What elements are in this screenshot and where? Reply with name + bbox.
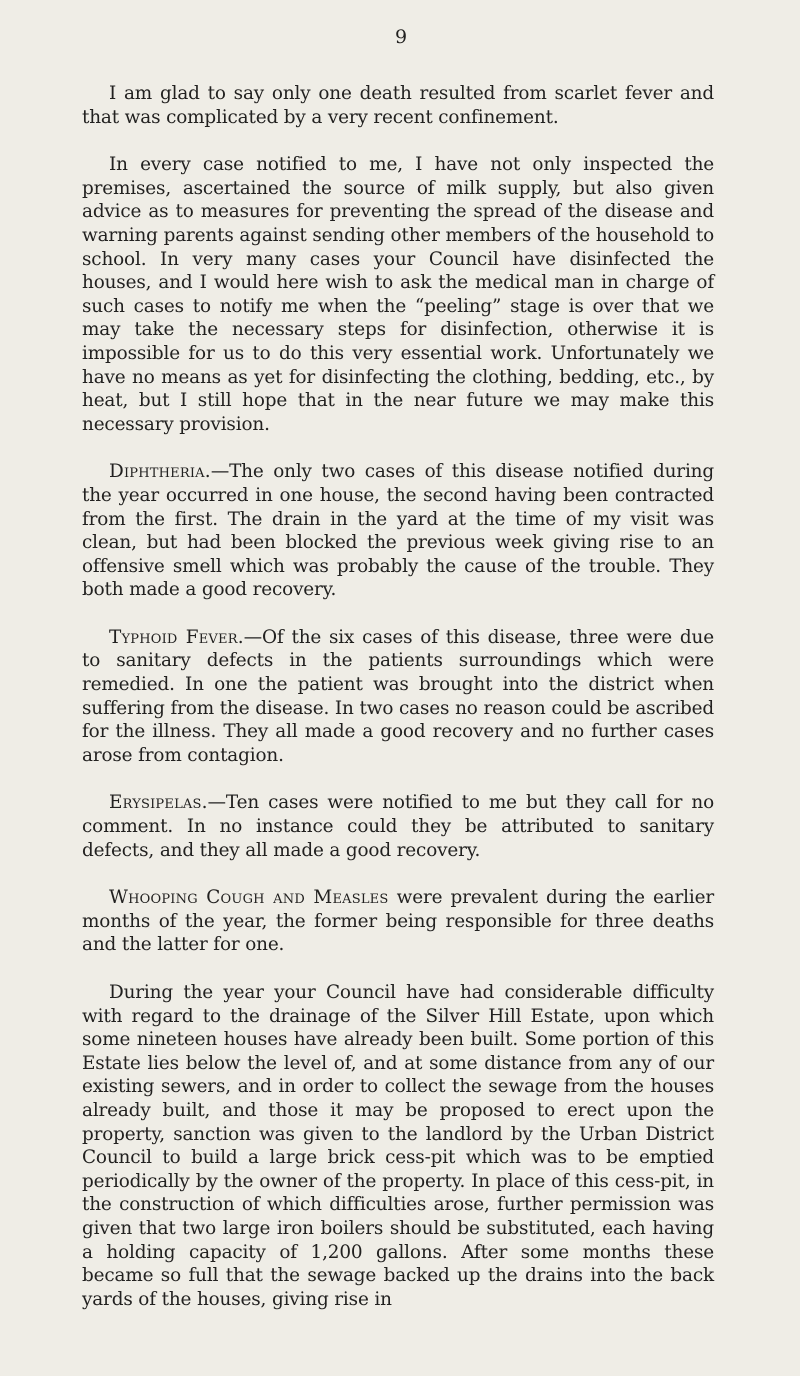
paragraph-notified-cases	[82, 153, 714, 436]
paragraph-text: —The only two cases of this disease notified during the year occurred in one house, the second having been contracted from the first. The drain in the yard at the time of my visit was clean, but had been blocked the previous week giving rise to an offensive smell which was probably the cause of the trouble. They both made a good recovery.	[82, 461, 714, 601]
paragraph-whooping-cough-measles	[82, 886, 714, 957]
section-heading: Erysipelas.	[109, 792, 208, 814]
paragraph-text: —Ten cases were notified to me but they call for no comment. In no instance could they be attributed to sanitary defects, and they all made a good recovery.	[82, 792, 714, 861]
section-heading: Whooping Cough and Measles	[109, 887, 389, 909]
paragraph-text: During the year your Council have had considerable difficulty with regard to the drainage of the Silver Hill Estate, upon which some nineteen houses have already been built. Some portion of this Estate lies below the level of, and at some distance from any of our existing sewers, and in order to collect the sewage from the houses already built, and those it may be proposed to erect upon the property, sanction was given to the landlord by the Urban District Council to build a large brick cess-pit which was to be emptied periodically by the owner of the property. In place of this cess-pit, in the construction of which difficulties arose, further permission was given that two large iron boilers should be substituted, each having a holding capacity of 1,200 gallons. After some months these became so full that the sewage backed up the drains into the back yards of the houses, giving rise in	[82, 982, 714, 1310]
paragraph-text: In every case notified to me, I have not only inspected the premises, ascertained the source of milk supply, but also given advice as to measures for preventing the spread of the disease and warning parents against sending other members of the household to school. In very many cases your Council have disinfected the houses, and I would here wish to ask the medical man in charge of such cases to notify me when the “peeling” stage is over that we may take the necessary steps for disinfection, otherwise it is impossible for us to do this very essential work. Unfortunately we have no means as yet for disinfecting the clothing, bedding, etc., by heat, but I still hope that in the near future we may make this necessary provision.	[82, 154, 714, 435]
paragraph-typhoid-fever	[82, 626, 714, 768]
paragraph-text: were prevalent during the earlier months of the year, the former being responsible for three deaths and the latter for one.	[82, 887, 714, 956]
section-heading: Diphtheria.	[109, 461, 211, 483]
paragraph-diphtheria	[82, 460, 714, 602]
paragraph-scarlet-fever-death	[82, 82, 714, 129]
paragraph-silver-hill-drainage	[82, 981, 714, 1311]
paragraph-text: I am glad to say only one death resulted from scarlet fever and that was complicated by a very recent confinement.	[82, 83, 714, 128]
section-heading: Typhoid Fever.	[109, 626, 244, 648]
page-number: 9	[394, 26, 408, 48]
paragraph-erysipelas	[82, 791, 714, 862]
paragraph-text: —Of the six cases of this disease, three were due to sanitary defects in the patients surroundings which were remedied. In one the patient was brought into the district when suffering from the disease. In two cases no reason could be ascribed for the illness. They all made a good recovery and no further cases arose from contagion.	[82, 626, 714, 766]
